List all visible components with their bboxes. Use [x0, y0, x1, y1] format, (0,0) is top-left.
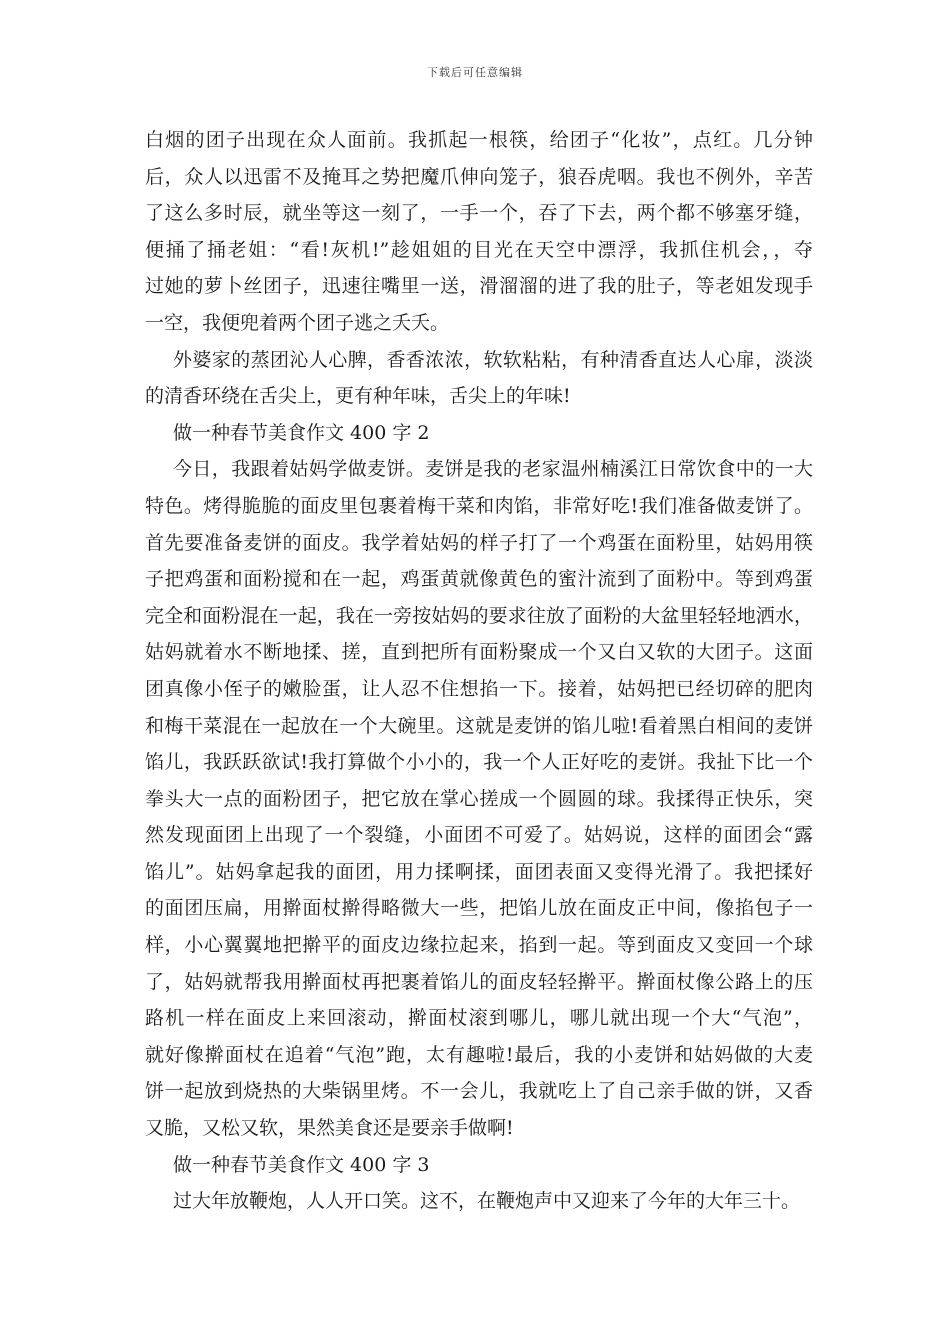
text-line: 了，姑妈就帮我用擀面杖再把裹着馅儿的面皮轻轻擀平。擀面杖像公路上的压 [145, 970, 813, 993]
text-line: 后，众人以迅雷不及掩耳之势把魔爪伸向笼子，狼吞虎咽。我也不例外，辛苦 [145, 165, 813, 188]
text-line: 馅儿，我跃跃欲试!我打算做个小小的，我一个人正好吃的麦饼。我扯下比一个 [145, 751, 813, 774]
text-line: 的面团压扁，用擀面杖擀得略微大一些，把馅儿放在面皮正中间，像掐包子一 [145, 897, 813, 920]
text-line: 过大年放鞭炮，人人开口笑。这不，在鞭炮声中又迎来了今年的大年三十。 [173, 1190, 801, 1213]
section-heading [145, 1147, 813, 1184]
section-heading [145, 415, 813, 452]
text-line: 团真像小侄子的嫩脸蛋，让人忍不住想掐一下。接着，姑妈把已经切碎的肥肉 [145, 677, 813, 700]
text-line: 姑妈就着水不断地揉、搓，直到把所有面粉聚成一个又白又软的大团子。这面 [145, 641, 813, 664]
paragraph [145, 342, 813, 415]
paragraph [145, 1183, 813, 1220]
paragraph [145, 451, 813, 1146]
text-line: 便捅了捅老姐：“看!灰机!”趁姐姐的目光在天空中漂浮，我抓住机会，，夺 [145, 238, 813, 261]
text-line: 外婆家的蒸团沁人心脾，香香浓浓，软软粘粘，有种清香直达人心扉，淡淡 [173, 348, 813, 371]
text-line: 了这么多时辰，就坐等这一刻了，一手一个，吞了下去，两个都不够塞牙缝， [145, 202, 813, 225]
text-line: 今日，我跟着姑妈学做麦饼。麦饼是我的老家温州楠溪江日常饮食中的一大 [173, 458, 813, 481]
text-line: 然发现面团上出现了一个裂缝，小面团不可爱了。姑妈说，这样的面团会“露 [145, 824, 813, 847]
text-line: 子把鸡蛋和面粉搅和在一起，鸡蛋黄就像黄色的蜜汁流到了面粉中。等到鸡蛋 [145, 568, 813, 591]
text-line: 过她的萝卜丝团子，迅速往嘴里一送，滑溜溜的进了我的肚子，等老姐发现手 [145, 275, 813, 298]
heading-text: 做一种春节美食作文 400 字 2 [173, 421, 430, 444]
text-line: 和梅干菜混在一起放在一个大碗里。这就是麦饼的馅儿啦!看着黑白相间的麦饼 [145, 714, 813, 737]
text-line: 一空，我便兜着两个团子逃之夭夭。 [145, 311, 450, 334]
text-line: 样，小心翼翼地把擀平的面皮边缘拉起来，掐到一起。等到面皮又变回一个球 [145, 934, 813, 957]
document-body [145, 122, 813, 1220]
text-line: 就好像擀面杖在追着“气泡”跑，太有趣啦!最后，我的小麦饼和姑妈做的大麦 [145, 1043, 813, 1066]
text-line: 首先要准备麦饼的面皮。我学着姑妈的样子打了一个鸡蛋在面粉里，姑妈用筷 [145, 531, 813, 554]
page-header: 下载后可任意编辑 [427, 66, 523, 79]
text-line: 白烟的团子出现在众人面前。我抓起一根筷，给团子“化妆”，点红。几分钟 [145, 129, 813, 151]
text-line: 又脆，又松又软，果然美食还是要亲手做啊! [145, 1117, 514, 1140]
text-line: 饼一起放到烧热的大柴锅里烤。不一会儿，我就吃上了自己亲手做的饼，又香 [145, 1080, 813, 1103]
text-line: 特色。烤得脆脆的面皮里包裹着梅干菜和肉馅，非常好吃!我们准备做麦饼了。 [145, 494, 813, 517]
paragraph [145, 122, 813, 342]
heading-text: 做一种春节美食作文 400 字 3 [173, 1153, 430, 1176]
text-line: 拳头大一点的面粉团子，把它放在掌心搓成一个圆圆的球。我揉得正快乐，突 [145, 787, 813, 810]
text-line: 馅儿”。姑妈拿起我的面团，用力揉啊揉，面团表面又变得光滑了。我把揉好 [145, 860, 813, 883]
text-line: 完全和面粉混在一起，我在一旁按姑妈的要求往放了面粉的大盆里轻轻地洒水， [145, 604, 813, 627]
text-line: 路机一样在面皮上来回滚动，擀面杖滚到哪儿，哪儿就出现一个大“气泡”， [145, 1007, 813, 1030]
text-line: 的清香环绕在舌尖上，更有种年味，舌尖上的年味! [145, 385, 571, 408]
